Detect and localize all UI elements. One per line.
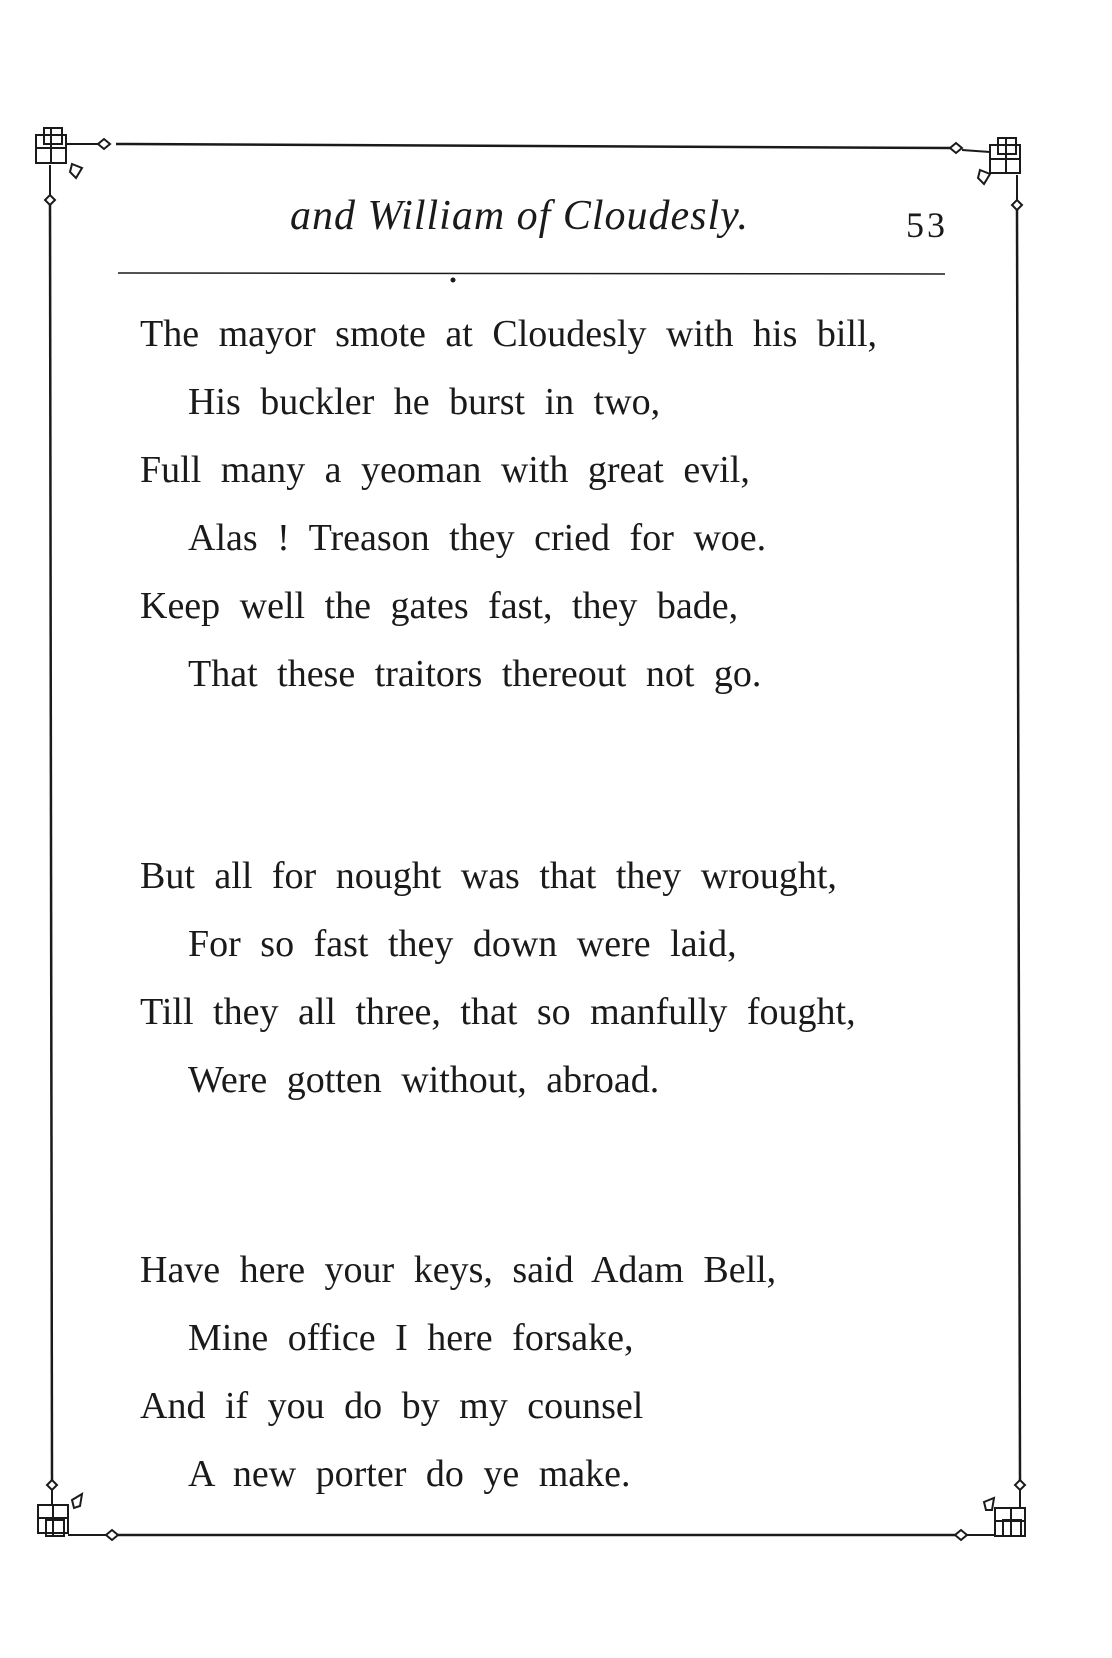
verse-line: Alas ! Treason they cried for woe. bbox=[188, 517, 767, 559]
verse-line: Full many a yeoman with great evil, bbox=[140, 449, 750, 491]
stanza-3 bbox=[140, 1236, 776, 1508]
corner-ornament-bottom-right bbox=[955, 1480, 1025, 1540]
verse-line: Were gotten without, abroad. bbox=[188, 1059, 660, 1101]
verse-line: A new porter do ye make. bbox=[188, 1453, 631, 1495]
corner-ornament-top-right bbox=[950, 138, 1022, 210]
verse-line: His buckler he burst in two, bbox=[188, 381, 661, 423]
verse-line: That these traitors thereout not go. bbox=[188, 653, 762, 695]
verse-line: Keep well the gates fast, they bade, bbox=[140, 585, 739, 627]
verse-line: And if you do by my counsel bbox=[140, 1385, 644, 1427]
running-title: and William of Cloudesly. bbox=[290, 193, 750, 239]
verse-line: But all for nought was that they wrought, bbox=[140, 855, 837, 897]
verse-line: Have here your keys, said Adam Bell, bbox=[140, 1249, 777, 1291]
corner-ornament-top-left bbox=[36, 128, 110, 205]
corner-ornament-bottom-left bbox=[38, 1480, 118, 1540]
stanza-2 bbox=[140, 842, 856, 1114]
verse-line: The mayor smote at Cloudesly with his bill, bbox=[140, 313, 878, 355]
verse-line: Till they all three, that so manfully fought, bbox=[140, 991, 856, 1033]
stanza-1 bbox=[140, 300, 877, 708]
page-number: 53 bbox=[906, 205, 948, 245]
verse-line: For so fast they down were laid, bbox=[188, 923, 737, 965]
verse-line: Mine office I here forsake, bbox=[188, 1317, 634, 1359]
